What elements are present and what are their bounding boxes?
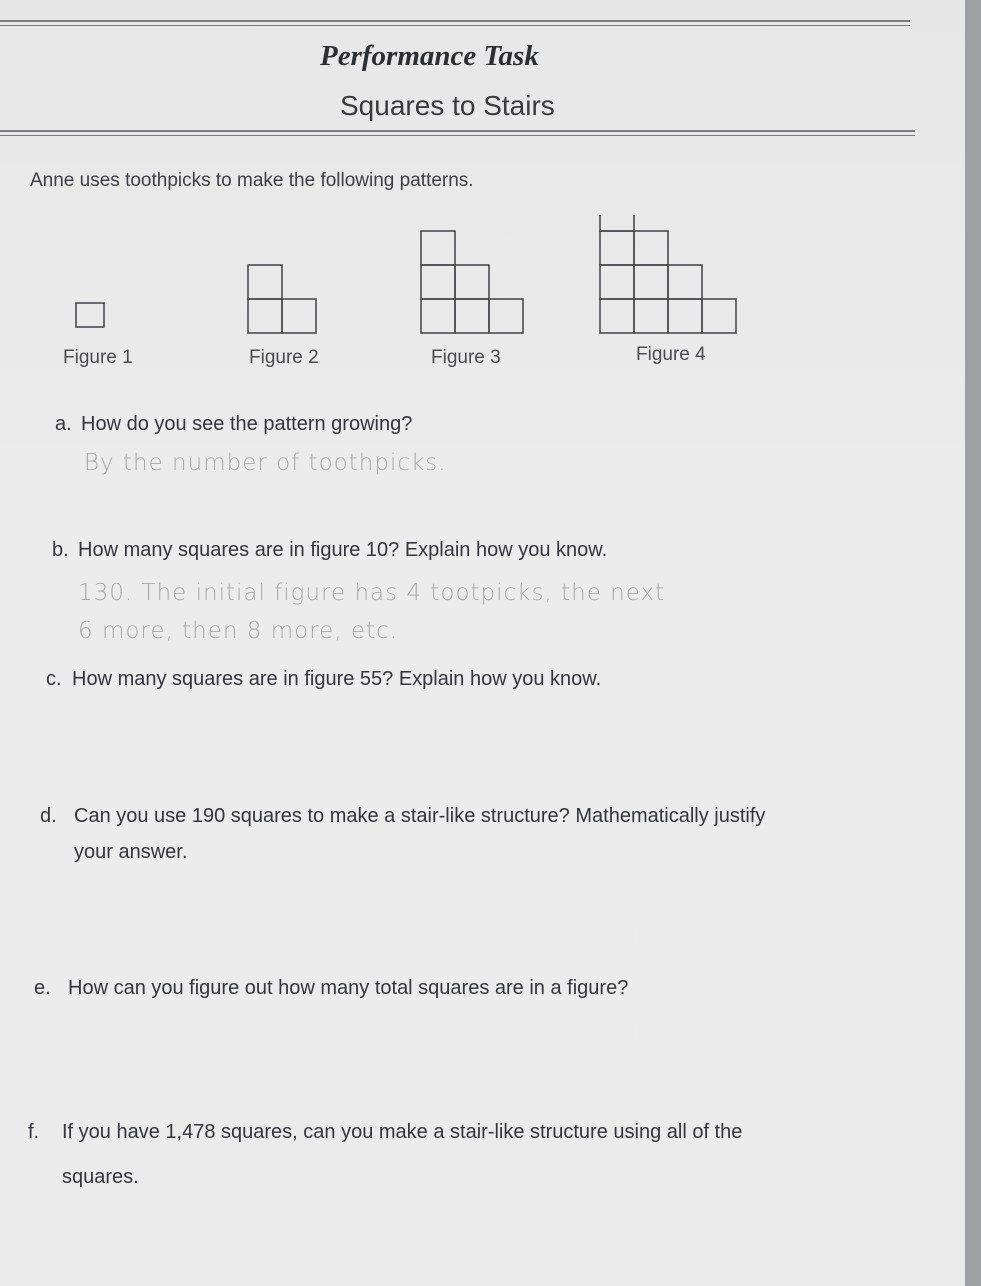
header-rule-2 [0, 135, 915, 136]
figure-3-square [421, 299, 455, 333]
figure-4-square [600, 231, 634, 265]
page-subtitle: Squares to Stairs [340, 90, 555, 121]
figures-diagram [0, 215, 780, 345]
figure-3-square [455, 299, 489, 333]
question-b-text: How many squares are in figure 10? Explain how you know. [78, 539, 608, 561]
question-f [28, 1121, 742, 1144]
figure-1-square [76, 303, 104, 327]
question-e-text: How can you figure out how many total squares are in a figure? [68, 977, 629, 999]
question-d-letter: d. [40, 805, 57, 827]
question-a [55, 413, 412, 436]
figure-1-label: Figure 1 [63, 347, 133, 368]
figure-4-square [702, 299, 736, 333]
question-d [40, 805, 765, 828]
figure-4-square [600, 265, 634, 299]
figure-4-square [668, 265, 702, 299]
answer-a: By the number of toothpicks. [84, 450, 447, 476]
figure-4-square [634, 265, 668, 299]
question-f-letter: f. [28, 1121, 40, 1143]
figure-4-label: Figure 4 [636, 344, 706, 365]
question-b-letter: b. [52, 539, 69, 561]
top-rule-2 [0, 25, 910, 26]
intro-text: Anne uses toothpicks to make the following patterns. [30, 170, 474, 191]
question-d-text-line-2: your answer. [74, 841, 188, 863]
figure-3-label: Figure 3 [431, 347, 501, 368]
figure-2-square [282, 299, 316, 333]
question-f-text-line-2: squares. [62, 1166, 139, 1188]
answer-b-line-1: 130. The initial figure has 4 tootpicks, the next [78, 580, 666, 606]
page-title: Performance Task [320, 40, 539, 72]
figure-4-square [600, 299, 634, 333]
figure-2-label: Figure 2 [249, 347, 319, 368]
question-c [46, 668, 601, 691]
question-c-letter: c. [46, 668, 62, 690]
question-a-letter: a. [55, 413, 72, 435]
figure-2-square [248, 299, 282, 333]
figure-3-square [455, 265, 489, 299]
figure-4-square [634, 299, 668, 333]
figure-3-square [489, 299, 523, 333]
top-rule [0, 20, 910, 22]
question-e-letter: e. [34, 977, 51, 999]
figure-3-square [421, 231, 455, 265]
figure-3-square [421, 265, 455, 299]
question-f-text: If you have 1,478 squares, can you make a stair-like structure using all of the [62, 1121, 743, 1143]
answer-b-line-2: 6 more, then 8 more, etc. [78, 618, 399, 644]
figure-4-square [634, 231, 668, 265]
page-edge [965, 0, 981, 1286]
figure-4-square [600, 215, 634, 231]
question-d-text: Can you use 190 squares to make a stair-like structure? Mathematically justify [74, 805, 766, 827]
question-c-text: How many squares are in figure 55? Explain how you know. [72, 668, 602, 690]
question-b [52, 539, 607, 562]
question-a-text: How do you see the pattern growing? [81, 413, 413, 435]
figure-2-square [248, 265, 282, 299]
figure-4-square [668, 299, 702, 333]
header-rule [0, 130, 915, 132]
question-e [34, 977, 628, 1000]
